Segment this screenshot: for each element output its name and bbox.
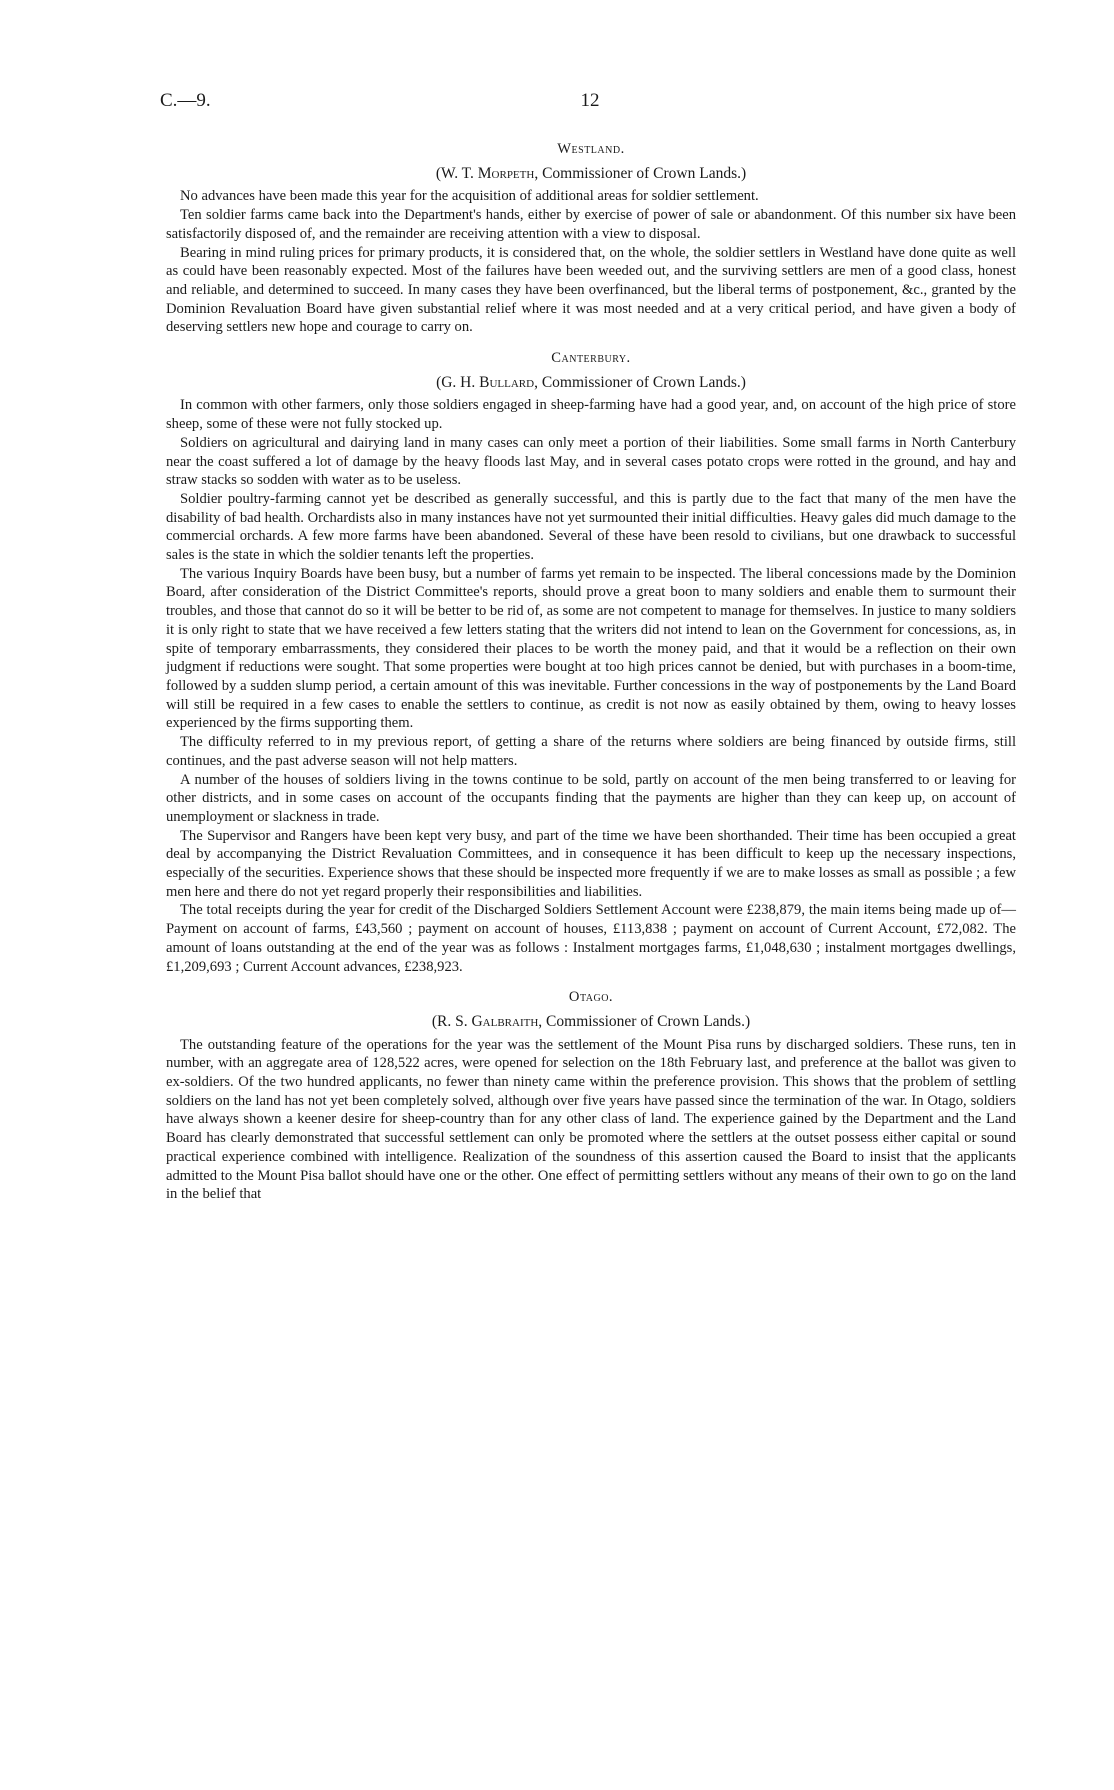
section-canterbury [166, 349, 1016, 976]
paragraph: Bearing in mind ruling prices for primary products, it is considered that, on the whole, the soldier settlers in Westland have done quite as well as could have been reasonably expected. Most of the failures have been weeded out, and the surviving settlers are men of a good class, honest and reliable, and determined to succeed. In many cases they have been overfinanced, but the liberal terms of postponement, &c., granted by the Dominion Revaluation Board have given substantial relief where it was most needed and at a very critical period, and have given a body of deserving settlers new hope and courage to carry on. [166, 244, 1016, 336]
paragraph: A number of the houses of soldiers living in the towns continue to be sold, partly on account of the men being transferred to or leaving for other districts, and in some cases on account of the occupants finding that the payments are higher than they can keep up, on account of unemployment or slackness in trade. [166, 771, 1016, 825]
document-reference: C.—9. [160, 90, 211, 111]
body-text [166, 138, 1016, 1204]
page-number: 12 [580, 90, 600, 111]
commissioner-title: , Commissioner of Crown Lands.) [534, 373, 746, 391]
commissioner-name: Morpeth [477, 164, 535, 182]
commissioner-title: , Commissioner of Crown Lands.) [534, 164, 747, 182]
paragraph: The difficulty referred to in my previous report, of getting a share of the returns where soldiers are being financed by outside firms, still continues, and the past adverse season will not help matters. [166, 734, 1016, 769]
section-heading-westland: Westland. [557, 141, 625, 157]
section-heading-canterbury: Canterbury. [551, 350, 631, 367]
paragraph: The Supervisor and Rangers have been kept very busy, and part of the time we have been shorthanded. Their time has been occupied a great deal by accompanying the District Revaluation Committees, and in consequence it has been difficult to keep up the necessary inspections, especially of the securities. Experience shows that these should be inspected more frequently if we are to make losses as small as possible ; a few men here and there do not yet regard properly their responsibilities and liabilities. [166, 827, 1016, 900]
paragraph: The various Inquiry Boards have been busy, but a number of farms yet remain to be inspected. The liberal concessions made by the Dominion Board, after consideration of the District Committee's reports, should prove a great boon to many soldiers and enable them to surmount their troubles, and those that cannot do so it will be better to be rid of, as some are not competent to manage for themselves. In justice to many soldiers it is only right to state that we have received a few letters stating that the writers did not intend to lean on the Government for concessions, as, in spite of temporary embarrassments, they considered their places to be worth the money paid, and that it would be a reflection on their own judgment if reductions were sought. That some properties were bought at too high prices cannot be denied, but with purchases in a boom-time, followed by a sudden slump period, a certain amount of this was inevitable. Further concessions in the way of postponements by the Land Board will still be required in a few cases to enable the settlers to continue, as credit is not now as easily obtained by them, owing to heavy losses experienced by the firms supporting them. [166, 565, 1016, 732]
section-westland [166, 140, 1016, 337]
commissioner-prefix: (G. H. [436, 373, 480, 391]
commissioner-line-otago [166, 1013, 1016, 1032]
commissioner-title: , Commissioner of Crown Lands.) [538, 1012, 751, 1030]
paragraph: In common with other farmers, only those soldiers engaged in sheep-farming have had a good year, and, on account of the high price of store sheep, some of these were not fully stocked up. [166, 397, 1016, 433]
commissioner-line-westland [166, 165, 1016, 184]
paragraph: Ten soldier farms came back into the Department's hands, either by exercise of power of sale or abandonment. Of this number six have been satisfactorily disposed of, and the remainder are receiving attention with a view to disposal. [166, 207, 1016, 242]
commissioner-prefix: (W. T. [435, 164, 478, 182]
paragraph: The outstanding feature of the operations for the year was the settlement of the Mount Pisa runs by discharged soldiers. These runs, ten in number, with an aggregate area of 128,522 acres, were opened for selection on the 18th February last, and preference at the ballot was given to ex-soldiers. Of the two hundred applicants, no fewer than ninety came within the preference provision. This shows that the problem of settling soldiers on the land has not yet been completely solved, although over five years have passed since the termination of the war. In Otago, soldiers have always shown a keener desire for sheep-country than for any other class of land. The experience gained by the Department and the Land Board has clearly demonstrated that successful settlement can only be promoted where the settlers at the outset possess either capital or sound practical experience combined with intelligence. Realization of the soundness of this assertion caused the Board to insist that the applicants admitted to the Mount Pisa ballot should have one or the other. One effect of permitting settlers without any means of their own to go on the land in the belief that [166, 1036, 1016, 1203]
section-otago [166, 988, 1016, 1204]
paragraph: Soldier poultry-farming cannot yet be described as generally successful, and this is partly due to the fact that many of the men have the disability of bad health. Orchardists also in many instances have not yet surmounted their initial difficulties. Heavy gales did much damage to the commercial orchards. A few more farms have been abandoned. Several of these have been resold to civilians, but one drawback to successful sales is the state in which the soldier tenants left the properties. [166, 490, 1016, 564]
running-head [160, 90, 1020, 114]
commissioner-name: Galbraith [471, 1012, 539, 1030]
commissioner-prefix: (R. S. [431, 1012, 472, 1030]
commissioner-name: Bullard [479, 373, 535, 391]
paragraph: No advances have been made this year for the acquisition of additional areas for soldier settlement. [180, 188, 759, 205]
paragraph: The total receipts during the year for credit of the Discharged Soldiers Settlement Account were £238,879, the main items being made up of—Payment on account of farms, £43,560 ; payment on account of houses, £113,838 ; payment on account of Current Account, £72,082. The amount of loans outstanding at the end of the year was as follows : Instalment mortgages farms, £1,048,630 ; instalment mortgages dwellings, £1,209,693 ; Current Account advances, £238,923. [166, 902, 1016, 975]
commissioner-line-canterbury [166, 374, 1016, 393]
paragraph: Soldiers on agricultural and dairying land in many cases can only meet a portion of their liabilities. Some small farms in North Canterbury near the coast suffered a lot of damage by the heavy floods last May, and in several cases potato crops were rotted in the ground, and hay and straw stacks so sodden with water as to be useless. [166, 434, 1016, 489]
section-heading-otago: Otago. [568, 989, 614, 1006]
